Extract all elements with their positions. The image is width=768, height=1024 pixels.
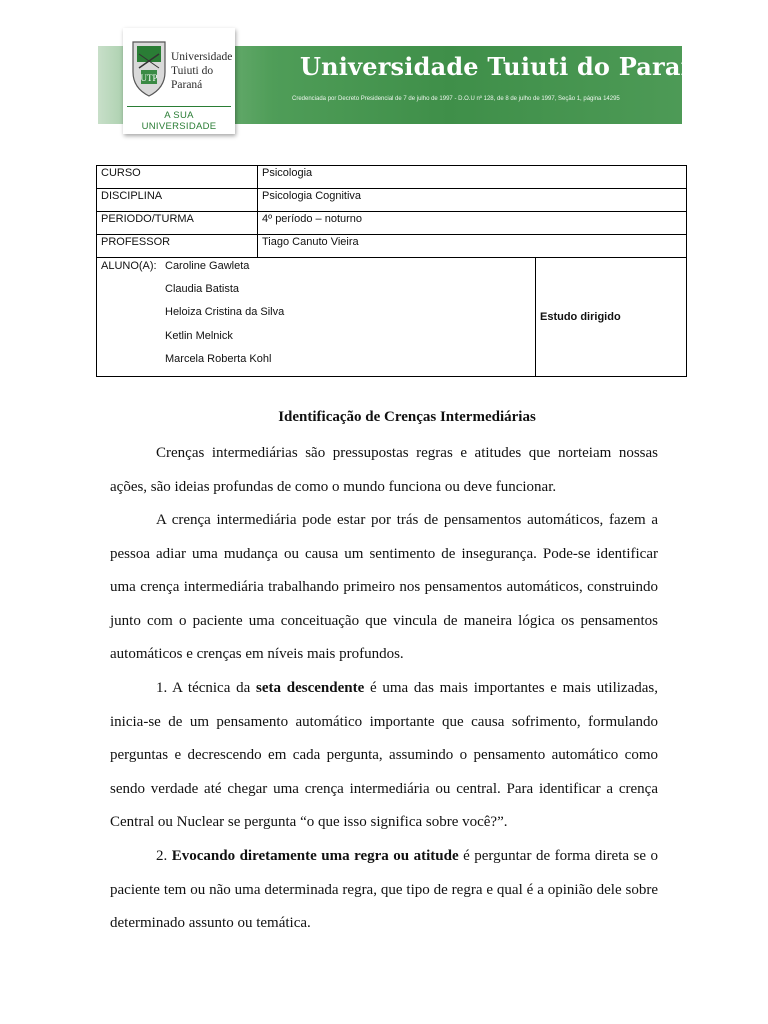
row-label: DISCIPLINA: [97, 189, 258, 212]
credential-line: Credenciada por Decreto Presidencial de 7 de julho de 1997 - D.O.U nº 128, de 8 de julho de 1997, Seção 1, página 14295: [292, 96, 620, 102]
table-row: [97, 212, 687, 235]
student-name: Heloiza Cristina da Silva: [165, 306, 285, 318]
student-name: Caroline Gawleta: [165, 260, 250, 272]
student-name: Marcela Roberta Kohl: [165, 353, 272, 365]
paragraph-3: 1. A técnica da seta descendente é uma das mais importantes e mais utilizadas, inicia-se de um pensamento automático importante que causa sofrimento, formulando perguntas e decrescendo em cada pergunta, assumindo o pensamento automático como sendo verdade até chegar uma crença intermediária ou central. Para identificar a crença Central ou Nuclear se pergunta “o que isso significa sobre você?”.: [110, 680, 658, 830]
row-value: Psicologia: [258, 166, 687, 189]
row-label: CURSO: [97, 166, 258, 189]
students-cell: [97, 258, 536, 377]
row-label: PROFESSOR: [97, 235, 258, 258]
university-name: Universidade Tuiuti do Paraná: [300, 52, 715, 81]
table-row: [97, 189, 687, 212]
logo-tagline: A SUA UNIVERSIDADE: [127, 106, 231, 132]
row-value: Psicologia Cognitiva: [258, 189, 687, 212]
shield-emblem-icon: [129, 38, 169, 100]
paragraph-2: A crença intermediária pode estar por trás de pensamentos automáticos, fazem a pessoa adiar uma mudança ou causa um sentimento de insegurança. Pode-se identificar uma crença intermediária trabalhando primeiro nos pensamentos automáticos, construindo junto com o paciente uma conceituação que vincula de maneira lógica os pensamentos automáticos e crenças em níveis mais profundos.: [110, 512, 658, 662]
row-value: 4º período – noturno: [258, 212, 687, 235]
student-name: Claudia Batista: [165, 283, 239, 295]
paragraph-4: 2. Evocando diretamente uma regra ou atitude é perguntar de forma direta se o paciente tem ou não uma determinada regra, que tipo de regra e qual é a opinião dele sobre determinado assunto ou temática.: [110, 848, 659, 931]
assignment-type: Estudo dirigido: [536, 258, 687, 377]
students-row: [97, 258, 687, 377]
row-value: Tiago Canuto Vieira: [258, 235, 687, 258]
technique-name: Evocando diretamente uma regra ou atitude: [171, 848, 459, 864]
technique-name: seta descendente: [256, 680, 365, 696]
table-row: [97, 166, 687, 189]
svg-text:UTP: UTP: [140, 73, 158, 83]
logo-wordmark: Universidade Tuiuti do Paraná: [171, 51, 233, 91]
university-logo: [123, 28, 235, 134]
students-label: ALUNO(A):: [101, 260, 157, 272]
table-row: [97, 235, 687, 258]
course-info-table: [96, 165, 687, 377]
row-label: PERIODO/TURMA: [97, 212, 258, 235]
document-title: Identificação de Crenças Intermediárias: [278, 409, 536, 425]
paragraph-1: Crenças intermediárias são pressupostas regras e atitudes que norteiam nossas ações, são ideias profundas de como o mundo funciona ou deve funcionar.: [110, 445, 658, 495]
student-name: Ketlin Melnick: [165, 330, 233, 342]
